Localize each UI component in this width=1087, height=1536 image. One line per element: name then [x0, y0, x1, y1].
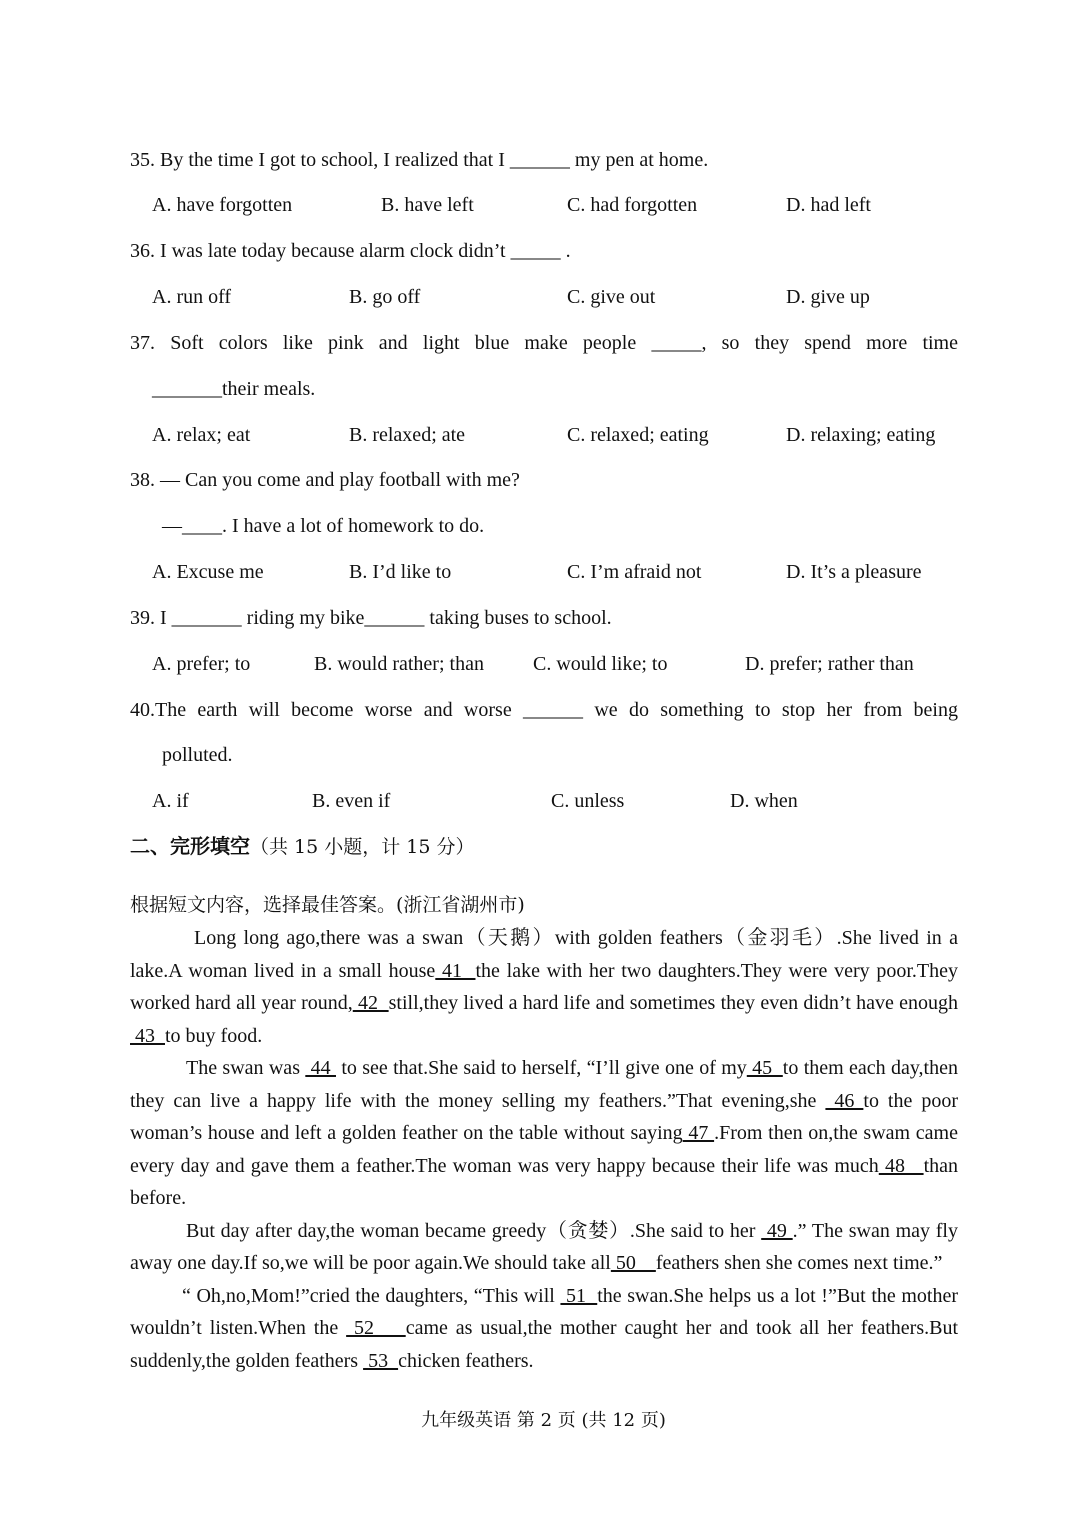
passage-text: to the poor woman’s house and left a golden feather on the table without saying: [130, 1089, 959, 1144]
page-footer: 九年级英语 第 2 页 (共 12 页): [421, 1410, 666, 1431]
passage-text: The swan was: [186, 1057, 306, 1079]
passage-paragraph: [130, 1280, 958, 1378]
option-c: C. give out: [567, 286, 656, 308]
passage-text: the lake with her two daughters.They were very poor.They worked hard all year round,: [130, 959, 959, 1014]
option-b: B. I’d like to: [349, 561, 452, 583]
question-35-options: [0, 193, 1087, 217]
passage-text: to them each day,then they can live a happy life with the money selling my feathers.”That evening,she: [130, 1057, 958, 1112]
blank-number: 41: [435, 959, 476, 982]
passage-text: chicken feathers.: [398, 1349, 534, 1372]
passage-text: to see that.She said to herself, “I’ll give one of my: [335, 1057, 747, 1079]
question-37-stem: 37. Soft colors like pink and light blue make people _____, so they spend more time: [130, 332, 958, 354]
option-c: C. would like; to: [533, 653, 668, 675]
section-title: 二、完形填空: [130, 834, 250, 858]
question-39-options: [0, 652, 1087, 676]
option-a: A. relax; eat: [152, 424, 251, 446]
question-40-options: [0, 789, 1087, 813]
option-c: C. had forgotten: [567, 194, 698, 216]
option-a: A. have forgotten: [152, 194, 293, 216]
question-35-stem: 35. By the time I got to school, I realized that I ______ my pen at home.: [130, 149, 709, 171]
cloze-passage: [130, 922, 958, 1377]
question-36-options: [0, 285, 1087, 309]
passage-paragraph: [130, 922, 958, 1052]
option-c: C. unless: [551, 790, 625, 812]
option-d: D. give up: [786, 286, 870, 308]
question-38-stem: 38. — Can you come and play football with me?: [130, 469, 520, 491]
question-37-stem-continued: _______their meals.: [152, 378, 316, 400]
blank-number: 44: [305, 1057, 336, 1079]
section-subtitle: （共 15 小题，计 15 分）: [250, 836, 475, 858]
passage-paragraph: [130, 1215, 958, 1280]
option-d: D. relaxing; eating: [786, 424, 936, 446]
passage-text: still,they lived a hard life and sometimes they even didn’t have enough: [388, 992, 958, 1014]
passage-text: to buy food.: [165, 1024, 263, 1047]
option-d: D. It’s a pleasure: [786, 561, 922, 583]
blank-number: 48: [878, 1154, 924, 1177]
section-instruction: 根据短文内容，选择最佳答案。(浙江省湖州市): [130, 894, 525, 916]
option-a: A. prefer; to: [152, 653, 251, 675]
passage-text: .From then on,the swam came every day and gave them a feather.The woman was very happy because their life was much: [130, 1122, 958, 1177]
option-b: B. have left: [381, 194, 474, 216]
question-39-stem: 39. I _______ riding my bike______ taking buses to school.: [130, 607, 612, 629]
option-b: B. go off: [349, 286, 421, 308]
option-d: D. prefer; rather than: [745, 653, 914, 675]
passage-text: feathers shen she comes next time.”: [655, 1252, 943, 1274]
question-36-stem: 36. I was late today because alarm clock didn’t _____ .: [130, 240, 571, 262]
blank-number: 45: [746, 1057, 783, 1079]
blank-number: 46: [825, 1089, 864, 1112]
option-d: D. had left: [786, 194, 871, 216]
option-a: A. Excuse me: [152, 561, 264, 583]
option-c: C. relaxed; eating: [567, 424, 709, 446]
passage-text: the swan.She helps us a lot !”But the mother wouldn’t listen.When the: [130, 1284, 959, 1339]
option-a: A. run off: [152, 286, 232, 308]
question-40-stem-continued: polluted.: [162, 744, 233, 766]
passage-text: Long long ago,there was a swan（天鹅）with golden feathers（金羽毛）.She lived in a lake.A woman lived in a small house: [130, 927, 958, 982]
section-heading: [130, 834, 475, 859]
blank-number: 51: [560, 1284, 598, 1307]
option-a: A. if: [152, 790, 189, 812]
blank-number: 49: [761, 1219, 793, 1242]
blank-number: 53: [363, 1349, 399, 1372]
option-b: B. even if: [312, 790, 391, 812]
passage-text: came as usual,the mother caught her and took all her feathers.But suddenly,the golden feathers: [130, 1317, 958, 1372]
option-b: B. relaxed; ate: [349, 424, 466, 446]
question-38-options: [0, 560, 1087, 584]
blank-number: 42: [352, 992, 389, 1014]
option-b: B. would rather; than: [314, 653, 484, 675]
blank-number: 47: [682, 1122, 715, 1144]
option-c: C. I’m afraid not: [567, 561, 702, 583]
blank-number: 43: [130, 1024, 165, 1047]
passage-text: than before.: [130, 1154, 959, 1209]
question-40-stem: 40.The earth will become worse and worse ______ we do something to stop her from being: [130, 699, 958, 721]
passage-text: “ Oh,no,Mom!”cried the daughters, “This will: [182, 1284, 561, 1307]
passage-paragraph: [130, 1052, 958, 1215]
question-37-options: [0, 423, 1087, 447]
option-d: D. when: [730, 790, 798, 812]
passage-text: .” The swan may fly away one day.If so,we will be poor again.We should take all: [130, 1219, 958, 1274]
question-38-reply: —____. I have a lot of homework to do.: [162, 515, 485, 537]
passage-text: But day after day,the woman became greedy（贪婪）.She said to her: [186, 1219, 762, 1242]
blank-number: 52: [346, 1317, 406, 1339]
blank-number: 50: [610, 1252, 656, 1274]
